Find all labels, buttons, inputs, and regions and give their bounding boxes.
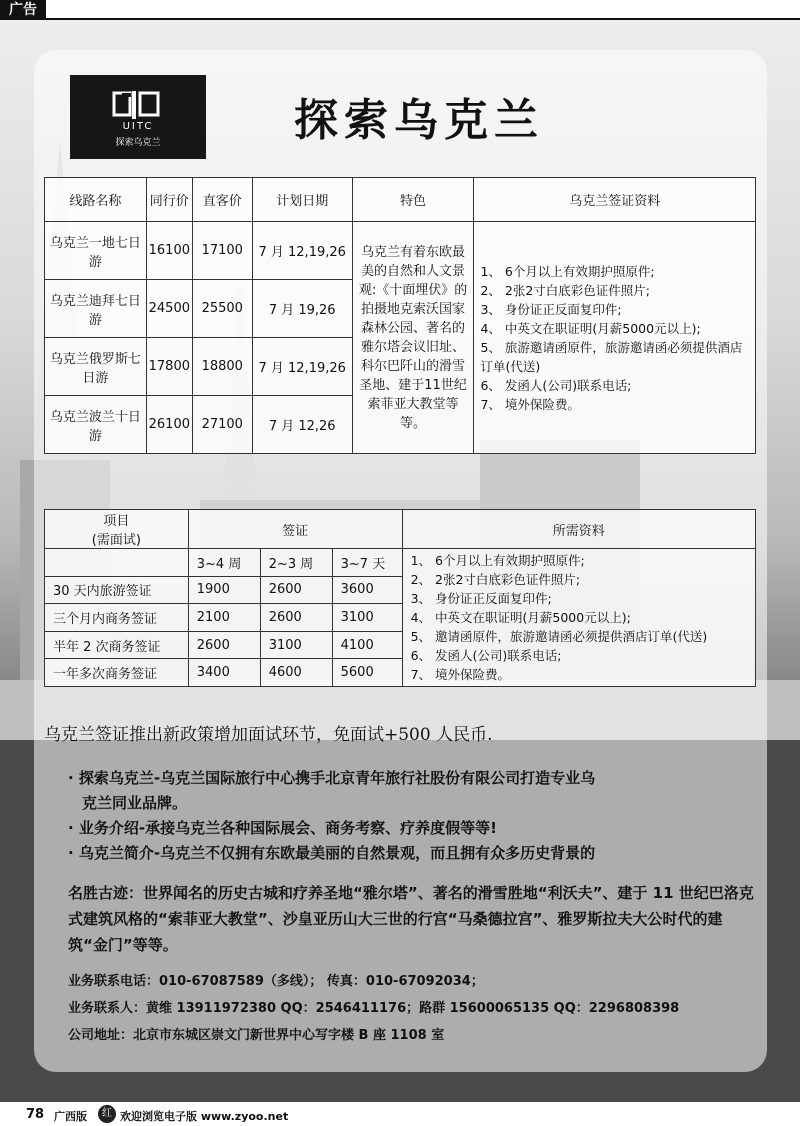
bullet-intro: · 乌克兰简介-乌克兰不仅拥有东欧最美丽的自然景观，而且拥有众多历史背景的 — [68, 844, 596, 862]
header-visa-docs: 乌克兰签证资料 — [474, 178, 756, 222]
visa-doc-item: 7、 境外保险费。 — [480, 396, 580, 412]
visa-item: 30 天内旅游签证 — [45, 576, 189, 604]
visa-fee: 3100 — [260, 631, 332, 659]
visa-fee: 2600 — [188, 631, 260, 659]
required-docs-list — [402, 549, 755, 687]
trade-price: 26100 — [146, 396, 192, 454]
visa-doc-item: 4、 中英文在职证明(月薪5000元以上); — [480, 320, 701, 336]
subheader-3-4-weeks: 3~4 周 — [188, 549, 260, 577]
visa-fee: 1900 — [188, 576, 260, 604]
visa-item: 三个月内商务签证 — [45, 604, 189, 632]
header-item — [45, 510, 189, 549]
route-table-header — [45, 178, 756, 222]
visa-fee: 3100 — [332, 604, 402, 632]
required-doc-item: 7、 境外保险费。 — [410, 667, 511, 682]
header-feature: 特色 — [352, 178, 474, 222]
required-doc-item: 4、 中英文在职证明(月薪5000元以上); — [410, 610, 631, 625]
visa-doc-item: 3、 身份证正反面复印件; — [480, 301, 622, 317]
header-item-sub: (需面试) — [91, 533, 141, 548]
visa-fee: 2100 — [188, 604, 260, 632]
visa-fee: 2600 — [260, 604, 332, 632]
required-doc-item: 2、 2张2寸白底彩色证件照片; — [410, 572, 581, 587]
required-doc-item: 6、 发函人(公司)联系电话; — [410, 648, 562, 663]
route-table — [44, 177, 756, 454]
logo-en-text: UITC — [122, 121, 154, 132]
visa-item: 半年 2 次商务签证 — [45, 631, 189, 659]
subheader-blank — [45, 549, 189, 577]
trade-price: 24500 — [146, 280, 192, 338]
route-name: 乌克兰一地七日游 — [45, 222, 147, 280]
page-title: 探索乌克兰 — [294, 95, 544, 146]
website-link[interactable]: 欢迎浏览电子版 www.zyoo.net — [120, 1110, 289, 1123]
route-name: 乌克兰迪拜七日游 — [45, 280, 147, 338]
uitc-logo — [70, 75, 206, 159]
visa-table-subheader — [45, 549, 756, 577]
visa-fee: 3400 — [188, 659, 260, 687]
ad-header-bar — [0, 0, 800, 20]
visa-fee: 4100 — [332, 631, 402, 659]
visa-docs-list — [474, 222, 756, 454]
visa-doc-item: 1、 6个月以上有效期护照原件; — [480, 263, 655, 279]
schedule-dates: 7 月 12,26 — [252, 396, 352, 454]
required-doc-item: 3、 身份证正反面复印件; — [410, 591, 552, 606]
bullet-brand-cont: 克兰同业品牌。 — [82, 794, 188, 812]
contact-person: 业务联系人：黄维 13911972380 QQ：2546411176；路群 15600065135 QQ：2296808398 — [68, 1001, 680, 1016]
header-retail-price: 直客价 — [192, 178, 252, 222]
logo-mark-icon — [110, 89, 166, 121]
header-schedule: 计划日期 — [252, 178, 352, 222]
schedule-dates: 7 月 19,26 — [252, 280, 352, 338]
contact-phone: 业务联系电话：010-67087589（多线）； 传真：010-67092034； — [68, 974, 484, 989]
trade-price: 17800 — [146, 338, 192, 396]
visa-fee: 4600 — [260, 659, 332, 687]
logo-cn-text: 探索乌克兰 — [115, 138, 161, 148]
header-required-docs: 所需资料 — [402, 510, 755, 549]
visa-item: 一年多次商务签证 — [45, 659, 189, 687]
header-item-label: 项目 — [103, 514, 130, 529]
required-doc-item: 1、 6个月以上有效期护照原件; — [410, 553, 585, 568]
bullet-business: · 业务介绍-承接乌克兰各种国际展会、商务考察、疗养度假等等! — [68, 819, 497, 837]
visa-fee: 3600 — [332, 576, 402, 604]
schedule-dates: 7 月 12,19,26 — [252, 222, 352, 280]
trade-price: 16100 — [146, 222, 192, 280]
visa-doc-item: 6、 发函人(公司)联系电话; — [480, 377, 632, 393]
header-visa: 签证 — [188, 510, 402, 549]
visa-fee: 2600 — [260, 576, 332, 604]
retail-price: 27100 — [192, 396, 252, 454]
visa-policy-notice: 乌克兰签证推出新政策增加面试环节，免面试+500 人民币. — [44, 725, 493, 745]
feature-text: 乌克兰有着东欧最美的自然和人文景观:《十面埋伏》的拍摄地克索沃国家森林公园、著名的雅尔塔会议旧址、科尔巴阡山的滑雪圣地、建于11世纪索菲亚大教堂等等。 — [352, 222, 474, 454]
page-number: 78 — [26, 1107, 45, 1122]
retail-price: 18800 — [192, 338, 252, 396]
route-name: 乌克兰波兰十日游 — [45, 396, 147, 454]
retail-price: 25500 — [192, 280, 252, 338]
contact-address: 公司地址：北京市东城区崇文门新世界中心写字楼 B 座 1108 室 — [68, 1028, 445, 1043]
visa-fee-table — [44, 509, 756, 687]
retail-price: 17100 — [192, 222, 252, 280]
header-route-name: 线路名称 — [45, 178, 147, 222]
visa-doc-item: 2、 2张2寸白底彩色证件照片; — [480, 282, 651, 298]
subheader-2-3-weeks: 2~3 周 — [260, 549, 332, 577]
page-footer — [0, 1102, 800, 1126]
table-row — [45, 222, 756, 280]
company-bullets — [68, 766, 748, 866]
ad-label: 广告 — [0, 0, 46, 20]
header-trade-price: 同行价 — [146, 178, 192, 222]
visa-doc-item: 5、 旅游邀请函原件，旅游邀请函必须提供酒店订单(代送) — [480, 339, 743, 374]
bullet-brand: · 探索乌克兰-乌克兰国际旅行中心携手北京青年旅行社股份有限公司打造专业乌 — [68, 769, 596, 787]
subheader-3-7-days: 3~7 天 — [332, 549, 402, 577]
contact-block — [68, 968, 758, 1049]
hong-badge-icon: 红 — [98, 1105, 116, 1123]
route-name: 乌克兰俄罗斯七日游 — [45, 338, 147, 396]
visa-table-header — [45, 510, 756, 549]
visa-fee: 5600 — [332, 659, 402, 687]
sights-paragraph: 名胜古迹：世界闻名的历史古城和疗养圣地“雅尔塔”、著名的滑雪胜地“利沃夫”、建于 11 世纪巴洛克式建筑风格的“索菲亚大教堂”、沙皇亚历山大三世的行宫“马桑德拉宫”、雅罗斯拉夫大公时代的建筑“金门”等等。 — [68, 884, 754, 954]
edition-label: 广西版 — [54, 1110, 87, 1123]
schedule-dates: 7 月 12,19,26 — [252, 338, 352, 396]
required-doc-item: 5、 邀请函原件，旅游邀请函必须提供酒店订单(代送) — [410, 629, 708, 644]
